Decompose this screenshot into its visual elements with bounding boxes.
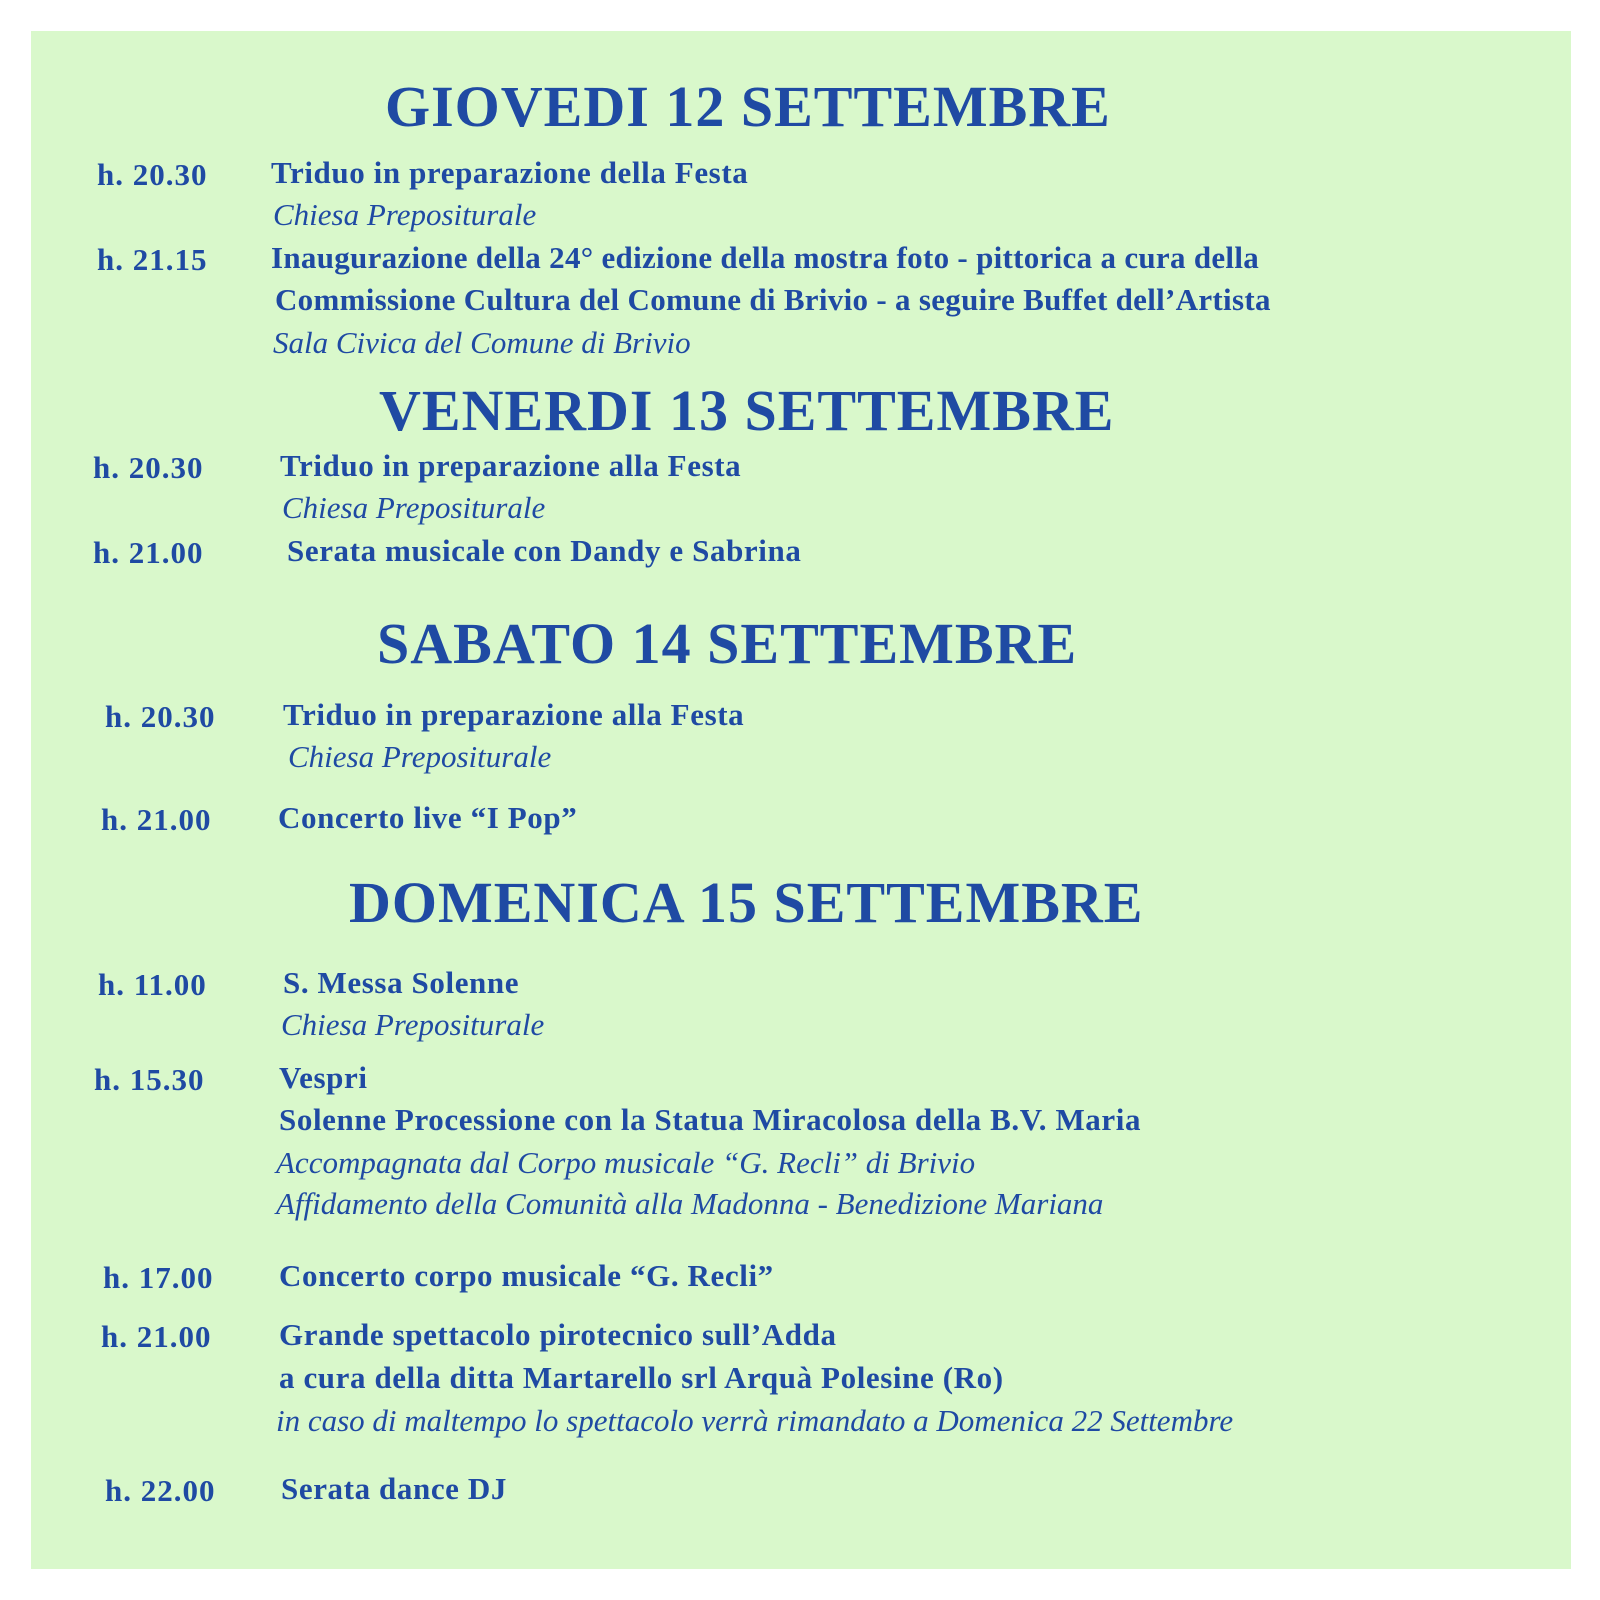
event-title: Vespri — [279, 1060, 368, 1095]
event-title: Serata musicale con Dandy e Sabrina — [287, 533, 802, 568]
event-title: Concerto live “I Pop” — [278, 800, 578, 835]
event-place: Chiesa Prepositurale — [282, 490, 546, 525]
event-title: Serata dance DJ — [281, 1471, 507, 1506]
event-place: Sala Civica del Comune di Brivio — [273, 325, 691, 360]
event-title: Triduo in preparazione alla Festa — [280, 448, 742, 483]
event-title: Grande spettacolo pirotecnico sull’Adda — [279, 1317, 837, 1352]
event-title: Inaugurazione della 24° edizione della mostra foto - pittorica a cura della — [271, 240, 1260, 275]
day-heading-sunday: DOMENICA 15 SETTEMBRE — [349, 870, 1144, 935]
event-time: h. 22.00 — [105, 1473, 216, 1508]
event-title: Concerto corpo musicale “G. Recli” — [279, 1258, 774, 1293]
event-title-continued: a cura della ditta Martarello srl Arquà Polesine (Ro) — [279, 1360, 1004, 1395]
event-time: h. 21.00 — [101, 1319, 212, 1354]
event-place: Chiesa Prepositurale — [288, 739, 552, 774]
program-panel — [31, 31, 1571, 1569]
event-title: S. Messa Solenne — [283, 965, 520, 1000]
event-time: h. 21.15 — [97, 242, 208, 277]
event-time: h. 20.30 — [105, 699, 216, 734]
event-time: h. 20.30 — [97, 157, 208, 192]
event-title: Triduo in preparazione della Festa — [271, 155, 749, 190]
event-time: h. 20.30 — [93, 450, 204, 485]
day-heading-friday: VENERDI 13 SETTEMBRE — [379, 378, 1115, 443]
event-time: h. 21.00 — [101, 802, 212, 837]
event-time: h. 17.00 — [103, 1260, 214, 1295]
event-place: in caso di maltempo lo spettacolo verrà rimandato a Domenica 22 Settembre — [276, 1403, 1234, 1438]
event-title-continued: Solenne Processione con la Statua Miracolosa della B.V. Maria — [279, 1102, 1142, 1137]
event-place: Chiesa Prepositurale — [281, 1007, 545, 1042]
event-title: Triduo in preparazione alla Festa — [283, 697, 745, 732]
event-time: h. 21.00 — [93, 535, 204, 570]
event-place-continued: Affidamento della Comunità alla Madonna - Benedizione Mariana — [276, 1186, 1104, 1221]
day-heading-thursday: GIOVEDI 12 SETTEMBRE — [385, 74, 1111, 139]
event-title-continued: Commissione Cultura del Comune di Brivio - a seguire Buffet dell’Artista — [275, 282, 1271, 317]
event-place: Accompagnata dal Corpo musicale “G. Recli” di Brivio — [276, 1145, 976, 1180]
event-time: h. 15.30 — [94, 1062, 205, 1097]
event-place: Chiesa Prepositurale — [273, 197, 537, 232]
day-heading-saturday: SABATO 14 SETTEMBRE — [377, 611, 1078, 676]
event-time: h. 11.00 — [98, 967, 207, 1002]
